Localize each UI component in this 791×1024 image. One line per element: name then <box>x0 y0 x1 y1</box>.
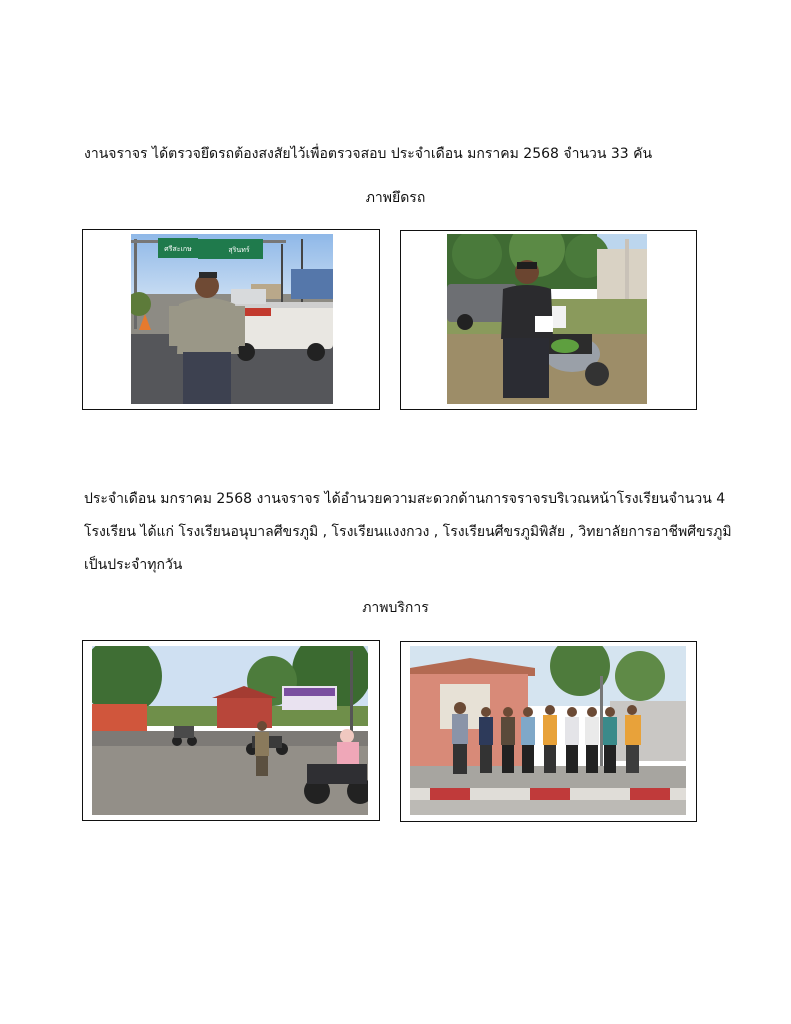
seizure-photo-2 <box>447 234 647 404</box>
seizure-photo-1 <box>131 234 333 404</box>
seizure-photos-caption: ภาพยึดรถ <box>365 190 426 206</box>
seizure-report-text: งานจราจร ได้ตรวจยึดรถต้องสงสัยไว้เพื่อตรวจสอบ ประจำเดือน มกราคม 2568 จำนวน 33 คัน <box>84 146 653 162</box>
sign-left-text: ศรีสะเกษ <box>164 245 192 253</box>
sign-right-text: สุรินทร์ <box>228 246 250 254</box>
traffic-service-line-1: ประจำเดือน มกราคม 2568 งานจราจร ได้อำนวยความสะดวกด้านการจราจรบริเวณหน้าโรงเรียนจำนวน 4 <box>84 491 726 507</box>
traffic-service-line-3: เป็นประจำทุกวัน <box>84 557 183 573</box>
traffic-service-line-2: โรงเรียน ได้แก่ โรงเรียนอนุบาลศีขรภูมิ , โรงเรียนแงงกวง , โรงเรียนศีขรภูมิพิสัย , วิทยาลัยการอาชีพศีขรภูมิ <box>84 524 732 540</box>
service-photo-2 <box>410 646 686 815</box>
service-photo-1 <box>92 646 368 815</box>
service-photos-caption: ภาพบริการ <box>362 600 429 616</box>
